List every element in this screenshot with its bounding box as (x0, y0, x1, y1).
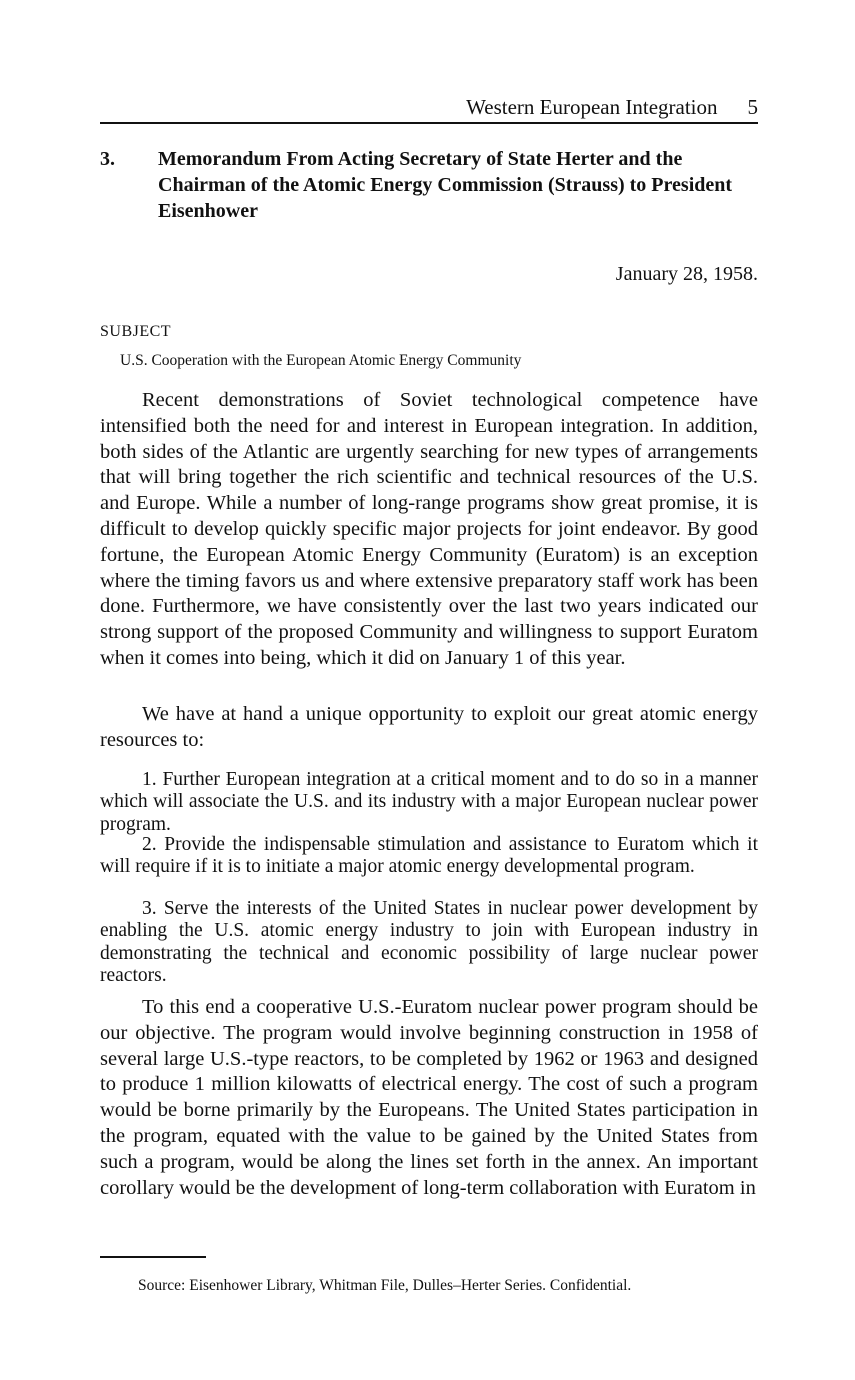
page-number: 5 (747, 95, 758, 119)
document-date: January 28, 1958. (615, 263, 758, 285)
body-paragraph-1: Recent demonstrations of Soviet technological competence have intensified both the need for and interest in European integration. In addition, both sides of the Atlantic are urgently searching for new types of arrangements that will bring together the rich scientific and technical resources of the U.S. and Europe. While a number of long-range programs show great promise, it is difficult to develop quickly specific major projects for joint endeavor. By good fortune, the European Atomic Energy Community (Euratom) is an exception where the timing favors us and where extensive preparatory staff work has been done. Furthermore, we have consistently over the last two years indicated our strong support of the proposed Community and willingness to support Euratom when it comes into being, which it did on January 1 of this year. (100, 389, 758, 669)
document-number: 3. (100, 148, 115, 170)
footnote-rule (100, 1256, 206, 1258)
list-item-1: 1. Further European integration at a critical moment and to do so in a manner which will associate the U.S. and its industry with a major European nuclear power program. (100, 769, 758, 835)
running-head-title: Western European Integration (466, 95, 718, 119)
header-rule (100, 122, 758, 124)
body-paragraph-2: We have at hand a unique opportunity to exploit our great atomic energy resources to: (100, 703, 758, 751)
footnote: Source: Eisenhower Library, Whitman File, Dulles–Herter Series. Confidential. (138, 1277, 632, 1294)
body-paragraph-3: To this end a cooperative U.S.-Euratom nuclear power program should be our objective. The program would involve beginning construction in 1958 of several large U.S.-type reactors, to be completed by 1962 or 1963 and designed to produce 1 million kilowatts of electrical energy. The cost of such a program would be borne primarily by the Europeans. The United States participation in the program, equated with the value to be gained by the United States from such a program, would be along the lines set forth in the annex. An important corollary would be the development of long-term collaboration with Euratom in (100, 996, 758, 1199)
list-item-3: 3. Serve the interests of the United States in nuclear power development by enabling the U.S. atomic energy industry to join with European industry in demonstrating the technical and economic possibility of large nuclear power reactors. (100, 898, 758, 987)
subject-label: SUBJECT (100, 323, 172, 340)
document-title: Memorandum From Acting Secretary of State Herter and the Chairman of the Atomic Energy Commission (Strauss) to President Eisenhower (158, 148, 733, 222)
list-item-2: 2. Provide the indispensable stimulation and assistance to Euratom which it will require if it is to initiate a major atomic energy developmental program. (100, 834, 758, 878)
running-head (100, 92, 758, 122)
subject-text: U.S. Cooperation with the European Atomic Energy Community (120, 352, 522, 369)
